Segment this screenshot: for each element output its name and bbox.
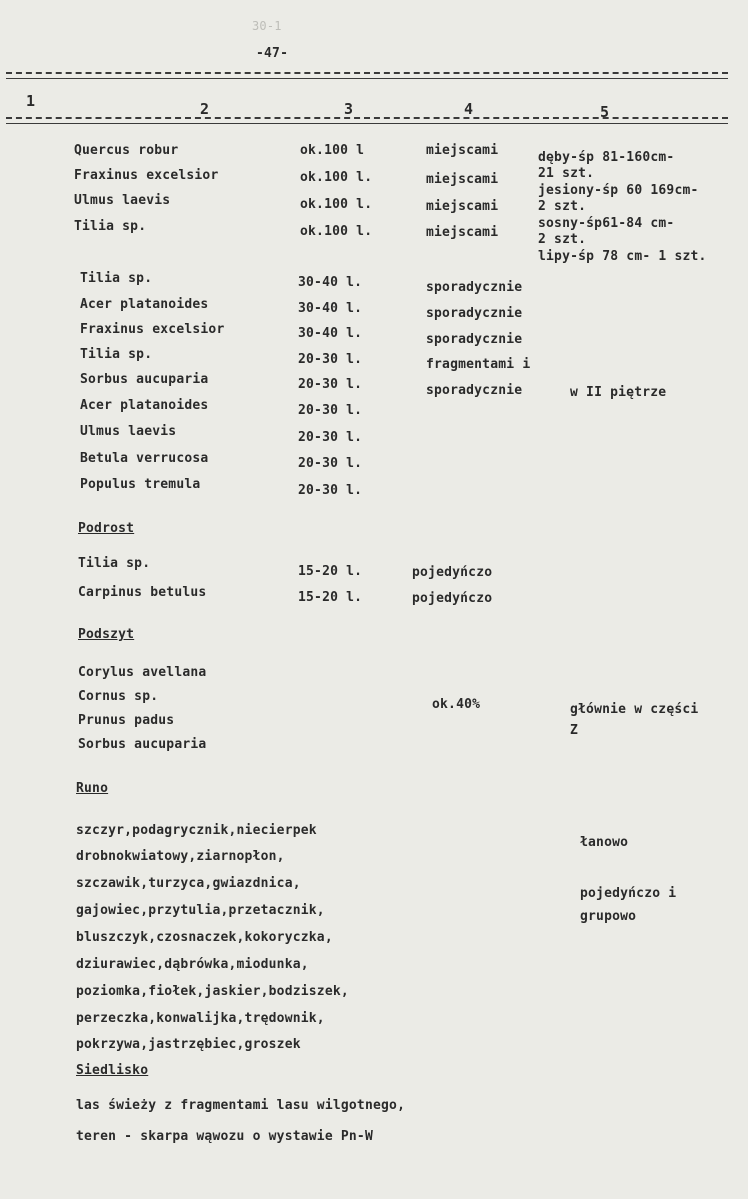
age: 15-20 l. [298,564,363,579]
species: Tilia sp. [80,271,153,286]
species: Quercus robur [74,143,179,158]
age: 20-30 l. [298,483,363,498]
runo-note: łanowo [580,835,629,850]
age: ok.100 l. [300,197,373,212]
runo-line: gajowiec,przytulia,przetacznik, [76,903,325,918]
column-header-4: 4 [464,100,474,118]
species: Acer platanoides [80,297,209,312]
species: Ulmus laevis [80,424,177,439]
species: Ulmus laevis [74,193,171,208]
age: 20-30 l. [298,403,363,418]
stand2-note: w II piętrze [570,385,667,400]
runo-line: dziurawiec,dąbrówka,miodunka, [76,957,309,972]
species: Fraxinus excelsior [74,168,219,183]
runo-note: pojedyńczo i [580,886,677,901]
column-header-5: 5 [600,103,610,121]
section-heading-podszyt: Podszyt [78,627,135,642]
runo-line: poziomka,fiołek,jaskier,bodziszek, [76,984,349,999]
species: Tilia sp. [80,347,153,362]
siedlisko-line: teren - skarpa wąwozu o wystawie Pn-W [76,1129,373,1144]
age: 20-30 l. [298,456,363,471]
runo-line: szczawik,turzyca,gwiazdnica, [76,876,301,891]
runo-note: grupowo [580,909,637,924]
header-rule-bottom-2 [6,123,728,124]
runo-line: bluszczyk,czosnaczek,kokoryczka, [76,930,333,945]
distribution: miejscami [426,199,499,214]
distribution: miejscami [426,172,499,187]
distribution: pojedyńczo [412,591,493,606]
stand-note: 2 szt. [538,232,587,247]
page-number: -47- [256,46,289,61]
column-header-1: 1 [26,92,36,110]
age: 30-40 l. [298,275,363,290]
corner-mark: 30-1 [252,19,282,33]
stand-note: jesiony-śp 60 169cm- [538,183,699,198]
section-heading-podrost: Podrost [78,521,135,536]
header-rule-top [6,72,728,74]
distribution: pojedyńczo [412,565,493,580]
distribution: sporadycznie [426,383,523,398]
age: ok.100 l. [300,170,373,185]
stand-note: 2 szt. [538,199,587,214]
species: Betula verrucosa [80,451,209,466]
podszyt-note: głównie w części [570,702,699,717]
species: Sorbus aucuparia [80,372,209,387]
stand-note: 21 szt. [538,166,595,181]
species: Acer platanoides [80,398,209,413]
species: Carpinus betulus [78,585,207,600]
age: 20-30 l. [298,352,363,367]
species: Corylus avellana [78,665,207,680]
age: 20-30 l. [298,430,363,445]
column-header-3: 3 [344,100,354,118]
header-rule-top-2 [6,78,728,79]
species: Sorbus aucuparia [78,737,207,752]
species: Tilia sp. [74,219,147,234]
section-heading-runo: Runo [76,781,109,796]
cover-value: ok.40% [432,697,481,712]
runo-line: szczyr,podagrycznik,niecierpek [76,823,317,838]
distribution: sporadycznie [426,280,523,295]
species: Tilia sp. [78,556,151,571]
species: Cornus sp. [78,689,159,704]
stand-note: lipy-śp 78 cm- 1 szt. [538,249,707,264]
siedlisko-line: las świeży z fragmentami lasu wilgotnego, [76,1098,406,1113]
age: 30-40 l. [298,326,363,341]
distribution: miejscami [426,225,499,240]
runo-line: pokrzywa,jastrzębiec,groszek [76,1037,301,1052]
age: 20-30 l. [298,377,363,392]
stand-note: sosny-śp61-84 cm- [538,216,675,231]
stand-note: dęby-śp 81-160cm- [538,150,675,165]
species: Prunus padus [78,713,175,728]
distribution: sporadycznie [426,332,523,347]
runo-line: perzeczka,konwalijka,trędownik, [76,1011,325,1026]
species: Populus tremula [80,477,201,492]
header-rule-bottom [6,117,728,119]
runo-line: drobnokwiatowy,ziarnopłon, [76,849,285,864]
age: ok.100 l [300,143,365,158]
species: Fraxinus excelsior [80,322,225,337]
distribution: sporadycznie [426,306,523,321]
section-heading-siedlisko: Siedlisko [76,1063,149,1078]
age: 15-20 l. [298,590,363,605]
distribution: fragmentami i [426,357,531,372]
age: ok.100 l. [300,224,373,239]
podszyt-note: Z [570,723,579,738]
distribution: miejscami [426,143,499,158]
age: 30-40 l. [298,301,363,316]
column-header-2: 2 [200,100,210,118]
